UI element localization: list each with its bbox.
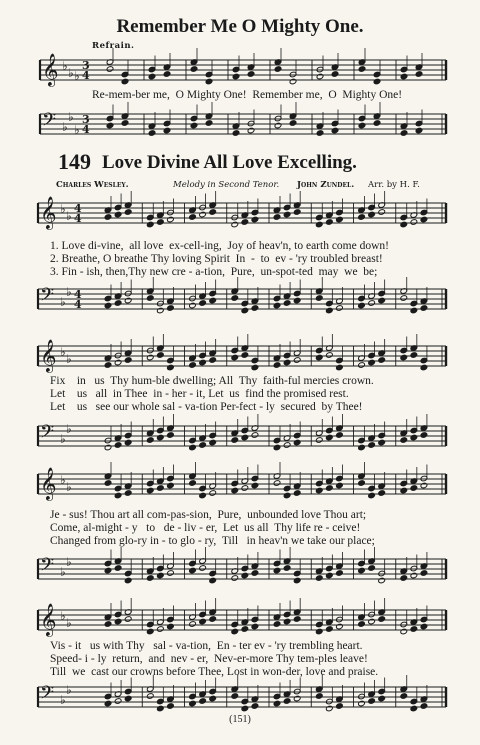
note-head xyxy=(241,434,249,441)
note-head xyxy=(199,698,207,705)
note-head xyxy=(368,492,376,499)
note-head xyxy=(124,209,132,216)
hymn-arranger: Arr. by H. F. xyxy=(368,180,420,190)
note-head xyxy=(209,209,217,216)
note-head xyxy=(336,364,344,371)
note-head xyxy=(358,122,366,129)
flat-icon: ♭ xyxy=(60,693,66,707)
system-2-bass-staff xyxy=(0,420,480,460)
note-head xyxy=(209,695,217,702)
note-head xyxy=(400,73,408,80)
note-head xyxy=(199,565,207,572)
note-head xyxy=(205,78,213,85)
note-head xyxy=(410,434,418,441)
note-head xyxy=(251,364,259,371)
note-head xyxy=(209,490,217,497)
note-head xyxy=(293,577,301,584)
note-head xyxy=(368,618,376,625)
flat-icon: ♭ xyxy=(66,352,72,366)
note-head xyxy=(368,300,376,307)
note-head xyxy=(415,71,423,78)
note-head xyxy=(251,703,259,710)
note-head xyxy=(106,66,114,73)
note-head xyxy=(293,209,301,216)
note-head xyxy=(104,214,112,221)
note-head xyxy=(241,572,249,579)
flat-icon: ♭ xyxy=(60,345,66,359)
system-4-verse-2: Speed- i - ly return, and nev - er, Nev-er-more Thy tem-ples leave! xyxy=(50,653,368,665)
note-head xyxy=(209,439,217,446)
note-head xyxy=(315,693,323,700)
note-head xyxy=(273,214,281,221)
note-head xyxy=(189,444,197,451)
note-head xyxy=(167,482,175,489)
time-signature-top: 4 xyxy=(74,202,82,215)
flat-icon: ♭ xyxy=(68,66,74,80)
refrain-hymn-title: Remember Me O Mighty One. xyxy=(116,16,364,37)
note-head xyxy=(167,364,175,371)
note-head xyxy=(283,359,291,366)
note-head xyxy=(146,693,154,700)
note-head xyxy=(331,127,339,134)
note-head xyxy=(326,434,334,441)
note-head xyxy=(273,621,281,628)
note-head xyxy=(247,71,255,78)
flat-icon: ♭ xyxy=(74,123,80,137)
system-1-verse-2: 2. Breathe, O breathe Thy loving Spirit In - to ev - 'ry troubled breast! xyxy=(50,253,383,265)
note-head xyxy=(231,437,239,444)
system-1-verse-1: 1. Love di-vine, all love ex-cell-ing, Joy of heav'n, to earth come down! xyxy=(50,240,389,252)
note-head xyxy=(336,432,344,439)
note-head xyxy=(420,623,428,630)
note-head xyxy=(326,219,334,226)
note-head xyxy=(289,120,297,127)
system-3-verse-1: Je - sus! Thou art all com-pas-sion, Pure, unbounded love Thou art; xyxy=(50,509,367,521)
note-head xyxy=(114,442,122,449)
note-head xyxy=(231,295,239,302)
note-head xyxy=(274,66,282,73)
note-head xyxy=(199,492,207,499)
bass-clef-icon: 𝄢 xyxy=(40,422,55,447)
note-head xyxy=(189,302,197,309)
note-head xyxy=(209,577,217,584)
flat-icon: ♭ xyxy=(66,480,72,494)
note-head xyxy=(157,485,165,492)
note-head xyxy=(232,130,240,137)
note-head xyxy=(231,487,239,494)
note-head xyxy=(121,120,129,127)
note-head xyxy=(157,219,165,226)
note-head xyxy=(315,354,323,361)
bass-clef-icon: 𝄢 xyxy=(42,110,57,135)
flat-icon: ♭ xyxy=(66,209,72,223)
note-head xyxy=(293,616,301,623)
note-head xyxy=(400,487,408,494)
flat-icon: ♭ xyxy=(66,555,72,569)
note-head xyxy=(157,352,165,359)
note-head xyxy=(124,577,132,584)
note-head xyxy=(157,572,165,579)
flat-icon: ♭ xyxy=(60,473,66,487)
note-head xyxy=(146,575,154,582)
note-head xyxy=(368,698,376,705)
note-head xyxy=(205,120,213,127)
refrain-lyric: Re-mem-ber me, O Mighty One! Remember me, O Mighty One! xyxy=(92,89,403,101)
note-head xyxy=(315,628,323,635)
note-head xyxy=(273,700,281,707)
treble-clef-icon: 𝄞 xyxy=(42,53,59,86)
note-head xyxy=(104,567,112,574)
note-head xyxy=(420,305,428,312)
tune-note: Melody in Second Tenor. xyxy=(173,180,280,190)
flat-icon: ♭ xyxy=(60,609,66,623)
treble-clef-icon: 𝄞 xyxy=(40,196,57,229)
note-head xyxy=(315,221,323,228)
flat-icon: ♭ xyxy=(66,683,72,697)
note-head xyxy=(189,621,197,628)
treble-clef-icon: 𝄞 xyxy=(40,339,57,372)
note-head xyxy=(358,444,366,451)
note-head xyxy=(283,492,291,499)
system-4-treble-staff xyxy=(0,604,480,644)
note-head xyxy=(400,693,408,700)
system-3-verse-3: Changed from glo-ry in - to glo - ry, Till in heav'n we take our place; xyxy=(50,535,375,547)
note-head xyxy=(283,565,291,572)
time-signature-bottom: 4 xyxy=(74,298,82,311)
note-head xyxy=(378,439,386,446)
time-signature-top: 3 xyxy=(82,113,90,126)
note-head xyxy=(368,442,376,449)
system-1-treble-staff xyxy=(0,197,480,237)
flat-icon: ♭ xyxy=(66,616,72,630)
note-head xyxy=(336,623,344,630)
note-head xyxy=(167,305,175,312)
note-head xyxy=(148,130,156,137)
bass-clef-icon: 𝄢 xyxy=(40,683,55,708)
note-head xyxy=(336,216,344,223)
note-head xyxy=(104,302,112,309)
note-head xyxy=(420,364,428,371)
note-head xyxy=(104,700,112,707)
note-head xyxy=(114,211,122,218)
note-head xyxy=(241,705,249,712)
note-head xyxy=(410,307,418,314)
system-3-treble-staff xyxy=(0,468,480,508)
note-head xyxy=(368,565,376,572)
time-signature-bottom: 4 xyxy=(82,69,90,82)
treble-clef-icon: 𝄞 xyxy=(40,603,57,636)
note-head xyxy=(104,621,112,628)
note-head xyxy=(420,216,428,223)
note-head xyxy=(124,439,132,446)
note-head xyxy=(251,216,259,223)
bass-clef-icon: 𝄢 xyxy=(40,555,55,580)
note-head xyxy=(241,485,249,492)
note-head xyxy=(189,700,197,707)
note-head xyxy=(247,127,255,134)
note-head xyxy=(273,444,281,451)
note-head xyxy=(326,572,334,579)
note-head xyxy=(283,300,291,307)
note-head xyxy=(315,437,323,444)
note-head xyxy=(336,305,344,312)
note-head xyxy=(157,434,165,441)
note-head xyxy=(157,705,165,712)
flat-icon: ♭ xyxy=(60,202,66,216)
note-head xyxy=(373,78,381,85)
note-head xyxy=(410,572,418,579)
note-head xyxy=(157,626,165,633)
hymn-number: 149 xyxy=(58,149,91,174)
note-head xyxy=(241,352,249,359)
note-head xyxy=(209,616,217,623)
flat-icon: ♭ xyxy=(68,110,74,124)
note-head xyxy=(241,219,249,226)
note-head xyxy=(163,127,171,134)
note-head xyxy=(146,221,154,228)
note-head xyxy=(114,300,122,307)
note-head xyxy=(358,302,366,309)
treble-clef-icon: 𝄞 xyxy=(40,467,57,500)
note-head xyxy=(189,480,197,487)
system-3-verse-2: Come, al-might - y to de - liv - er, Let us all Thy life re - ceive! xyxy=(50,522,361,534)
note-head xyxy=(315,295,323,302)
note-head xyxy=(378,577,386,584)
note-head xyxy=(190,122,198,129)
note-head xyxy=(251,432,259,439)
note-head xyxy=(104,362,112,369)
note-head xyxy=(293,297,301,304)
note-head xyxy=(358,567,366,574)
note-head xyxy=(420,703,428,710)
flat-icon: ♭ xyxy=(66,285,72,299)
note-head xyxy=(410,626,418,633)
note-head xyxy=(293,439,301,446)
note-head xyxy=(410,705,418,712)
note-head xyxy=(241,626,249,633)
note-head xyxy=(273,567,281,574)
flat-icon: ♭ xyxy=(66,422,72,436)
note-head xyxy=(146,354,154,361)
note-head xyxy=(124,357,132,364)
note-head xyxy=(400,628,408,635)
note-head xyxy=(315,575,323,582)
note-head xyxy=(378,297,386,304)
note-head xyxy=(146,437,154,444)
time-signature-top: 4 xyxy=(74,288,82,301)
note-head xyxy=(167,432,175,439)
system-4-verse-3: Till we cast our crowns before Thee, Lost in won-der, love and praise. xyxy=(50,666,379,678)
note-head xyxy=(326,352,334,359)
note-head xyxy=(420,482,428,489)
note-head xyxy=(199,300,207,307)
flat-icon: ♭ xyxy=(60,295,66,309)
note-head xyxy=(400,130,408,137)
flat-icon: ♭ xyxy=(60,432,66,446)
note-head xyxy=(251,305,259,312)
note-head xyxy=(114,492,122,499)
note-head xyxy=(378,616,386,623)
note-head xyxy=(368,211,376,218)
note-head xyxy=(167,703,175,710)
note-head xyxy=(274,122,282,129)
note-head xyxy=(326,485,334,492)
system-2-verse-1: Fix in us Thy hum-ble dwelling; All Thy faith-ful mercies crown. xyxy=(50,375,374,387)
note-head xyxy=(420,570,428,577)
note-head xyxy=(167,570,175,577)
note-head xyxy=(283,211,291,218)
note-head xyxy=(114,565,122,572)
note-head xyxy=(199,618,207,625)
note-head xyxy=(358,700,366,707)
note-head xyxy=(410,219,418,226)
note-head xyxy=(410,352,418,359)
note-head xyxy=(358,480,366,487)
note-head xyxy=(114,698,122,705)
note-head xyxy=(273,362,281,369)
note-head xyxy=(199,442,207,449)
note-head xyxy=(163,71,171,78)
note-head xyxy=(410,485,418,492)
note-head xyxy=(358,66,366,73)
note-head xyxy=(358,214,366,221)
note-head xyxy=(373,120,381,127)
note-head xyxy=(231,628,239,635)
note-head xyxy=(336,570,344,577)
note-head xyxy=(283,698,291,705)
note-head xyxy=(231,693,239,700)
note-head xyxy=(378,490,386,497)
flat-icon: ♭ xyxy=(62,120,68,134)
note-head xyxy=(283,618,291,625)
note-head xyxy=(121,78,129,85)
note-head xyxy=(315,487,323,494)
note-head xyxy=(273,302,281,309)
note-head xyxy=(241,307,249,314)
note-head xyxy=(199,359,207,366)
hymn-title: Love Divine All Love Excelling. xyxy=(102,152,357,173)
note-head xyxy=(189,214,197,221)
note-head xyxy=(358,362,366,369)
note-head xyxy=(316,130,324,137)
note-head xyxy=(293,357,301,364)
note-head xyxy=(124,616,132,623)
note-head xyxy=(199,211,207,218)
note-head xyxy=(106,122,114,129)
note-head xyxy=(326,626,334,633)
note-head xyxy=(190,66,198,73)
note-head xyxy=(124,695,132,702)
note-head xyxy=(400,437,408,444)
note-head xyxy=(273,480,281,487)
note-head xyxy=(326,705,334,712)
note-head xyxy=(114,618,122,625)
note-head xyxy=(293,695,301,702)
note-head xyxy=(400,295,408,302)
bass-clef-icon: 𝄢 xyxy=(40,285,55,310)
system-2-verse-3: Let us see our whole sal - va-tion Per-fect - ly secured by Thee! xyxy=(50,401,363,413)
note-head xyxy=(209,357,217,364)
note-head xyxy=(232,73,240,80)
note-head xyxy=(378,209,386,216)
note-head xyxy=(157,307,165,314)
note-head xyxy=(400,354,408,361)
note-head xyxy=(104,444,112,451)
refrain-bass-staff xyxy=(0,108,480,148)
system-3-bass-staff xyxy=(0,553,480,593)
time-signature-top: 3 xyxy=(82,59,90,72)
note-head xyxy=(104,480,112,487)
note-head xyxy=(331,71,339,78)
note-head xyxy=(146,487,154,494)
note-head xyxy=(326,307,334,314)
note-head xyxy=(124,297,132,304)
note-head xyxy=(167,216,175,223)
page-number: (151) xyxy=(229,714,251,725)
system-2-verse-2: Let us all in Thee in - her - it, Let us find the promised rest. xyxy=(50,388,349,400)
note-head xyxy=(378,357,386,364)
note-head xyxy=(420,432,428,439)
hymn-author: Charles Wesley. xyxy=(56,180,129,190)
note-head xyxy=(189,567,197,574)
note-head xyxy=(336,703,344,710)
note-head xyxy=(293,490,301,497)
note-head xyxy=(146,295,154,302)
note-head xyxy=(251,482,259,489)
note-head xyxy=(400,221,408,228)
note-head xyxy=(231,575,239,582)
note-head xyxy=(146,628,154,635)
time-signature-bottom: 4 xyxy=(74,212,82,225)
note-head xyxy=(251,570,259,577)
note-head xyxy=(189,362,197,369)
refrain-label: Refrain. xyxy=(92,41,135,51)
flat-icon: ♭ xyxy=(62,59,68,73)
system-1-bass-staff xyxy=(0,283,480,323)
note-head xyxy=(209,297,217,304)
note-head xyxy=(231,354,239,361)
note-head xyxy=(368,359,376,366)
note-head xyxy=(415,127,423,134)
hymn-composer: John Zundel. xyxy=(297,180,355,190)
note-head xyxy=(114,359,122,366)
note-head xyxy=(167,623,175,630)
note-head xyxy=(316,73,324,80)
note-head xyxy=(283,442,291,449)
note-head xyxy=(358,621,366,628)
note-head xyxy=(251,623,259,630)
note-head xyxy=(378,695,386,702)
note-head xyxy=(289,78,297,85)
note-head xyxy=(231,221,239,228)
note-head xyxy=(124,490,132,497)
note-head xyxy=(336,482,344,489)
time-signature-bottom: 4 xyxy=(82,123,90,136)
flat-icon: ♭ xyxy=(60,565,66,579)
flat-icon: ♭ xyxy=(74,69,80,83)
note-head xyxy=(148,73,156,80)
system-1-verse-3: 3. Fin - ish, then,Thy new cre - a-tion, Pure, un-spot-ted may we be; xyxy=(50,266,378,278)
system-4-verse-1: Vis - it us with Thy sal - va-tion, En - ter ev - 'ry trembling heart. xyxy=(50,640,363,652)
note-head xyxy=(400,575,408,582)
